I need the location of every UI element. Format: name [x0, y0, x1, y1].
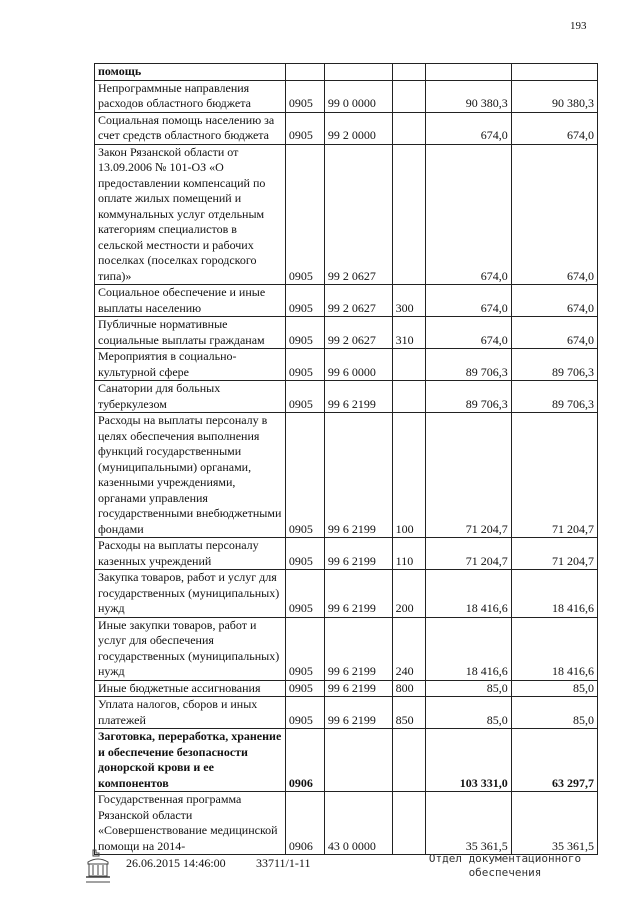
row-section-code: 0905 — [285, 680, 324, 697]
row-target-code: 99 2 0000 — [324, 112, 392, 144]
row-section-code — [285, 64, 324, 81]
row-name: Государственная программа Рязанской области «Совершенствование медицинской помощи на 2014- — [95, 792, 286, 855]
row-amount-2: 674,0 — [511, 285, 597, 317]
row-expense-type — [392, 112, 425, 144]
row-target-code — [324, 64, 392, 81]
table-row — [95, 112, 598, 144]
row-amount-2: 35 361,5 — [511, 792, 597, 855]
row-target-code: 43 0 0000 — [324, 792, 392, 855]
row-name: Иные бюджетные ассигнования — [95, 680, 286, 697]
row-target-code: 99 6 2199 — [324, 381, 392, 413]
row-amount-2: 85,0 — [511, 680, 597, 697]
row-name: Социальная помощь населению за счет средств областного бюджета — [95, 112, 286, 144]
row-amount-1: 18 416,6 — [425, 617, 511, 680]
row-amount-1: 90 380,3 — [425, 80, 511, 112]
row-target-code — [324, 729, 392, 792]
row-amount-2: 89 706,3 — [511, 349, 597, 381]
row-target-code: 99 6 2199 — [324, 617, 392, 680]
row-name: Публичные нормативные социальные выплаты гражданам — [95, 317, 286, 349]
table-row — [95, 80, 598, 112]
footer-department-line1: Отдел документационного — [428, 852, 582, 865]
row-section-code: 0905 — [285, 381, 324, 413]
row-expense-type — [392, 381, 425, 413]
table-row — [95, 413, 598, 538]
table-row — [95, 538, 598, 570]
table-row — [95, 792, 598, 855]
table-row — [95, 64, 598, 81]
row-name: Закупка товаров, работ и услуг для государственных (муниципальных) нужд — [95, 570, 286, 618]
row-amount-2: 674,0 — [511, 317, 597, 349]
row-expense-type: 100 — [392, 413, 425, 538]
table-row — [95, 570, 598, 618]
row-name: Иные закупки товаров, работ и услуг для обеспечения государственных (муниципальных) нужд — [95, 617, 286, 680]
row-expense-type: 800 — [392, 680, 425, 697]
table-row — [95, 729, 598, 792]
table-row — [95, 144, 598, 285]
row-amount-2: 18 416,6 — [511, 570, 597, 618]
row-target-code: 99 6 2199 — [324, 697, 392, 729]
row-name: Мероприятия в социально-культурной сфере — [95, 349, 286, 381]
footer-doc-code: 33711/1-11 — [256, 856, 311, 870]
row-amount-2: 89 706,3 — [511, 381, 597, 413]
row-target-code: 99 2 0627 — [324, 285, 392, 317]
table-row — [95, 381, 598, 413]
row-amount-1: 89 706,3 — [425, 349, 511, 381]
row-amount-1: 674,0 — [425, 144, 511, 285]
row-name: Заготовка, переработка, хранение и обеспечение безопасности донорской крови и ее компонентов — [95, 729, 286, 792]
row-amount-1: 35 361,5 — [425, 792, 511, 855]
budget-table — [94, 63, 598, 855]
row-section-code: 0905 — [285, 80, 324, 112]
row-amount-1 — [425, 64, 511, 81]
row-name: Уплата налогов, сборов и иных платежей — [95, 697, 286, 729]
row-amount-2: 63 297,7 — [511, 729, 597, 792]
row-section-code: 0905 — [285, 697, 324, 729]
footer-datetime: 26.06.2015 14:46:00 — [126, 856, 226, 870]
footer-department-stamp — [420, 852, 590, 880]
row-name: Расходы на выплаты персоналу казенных учреждений — [95, 538, 286, 570]
row-amount-2: 71 204,7 — [511, 413, 597, 538]
row-target-code: 99 6 2199 — [324, 413, 392, 538]
row-expense-type: 850 — [392, 697, 425, 729]
row-amount-2: 71 204,7 — [511, 538, 597, 570]
row-name: Непрограммные направления расходов областного бюджета — [95, 80, 286, 112]
row-amount-1: 18 416,6 — [425, 570, 511, 618]
row-target-code: 99 2 0627 — [324, 144, 392, 285]
table-row — [95, 349, 598, 381]
row-amount-1: 674,0 — [425, 317, 511, 349]
page-number: 193 — [570, 20, 587, 32]
duma-emblem-icon — [84, 848, 112, 886]
row-amount-1: 674,0 — [425, 285, 511, 317]
row-name: Закон Рязанской области от 13.09.2006 № 101-ОЗ «О предоставлении компенсаций по оплате жилых помещений и коммунальных услуг отдельным категориям специалистов в сельской местности и рабочих поселках (поселках городского типа)» — [95, 144, 286, 285]
row-expense-type — [392, 144, 425, 285]
row-expense-type: 110 — [392, 538, 425, 570]
row-name: Санатории для больных туберкулезом — [95, 381, 286, 413]
row-expense-type: 240 — [392, 617, 425, 680]
row-expense-type — [392, 80, 425, 112]
row-amount-1: 89 706,3 — [425, 381, 511, 413]
row-section-code: 0906 — [285, 729, 324, 792]
row-target-code: 99 6 2199 — [324, 538, 392, 570]
row-section-code: 0905 — [285, 349, 324, 381]
table-row — [95, 285, 598, 317]
row-amount-1: 85,0 — [425, 697, 511, 729]
row-amount-2: 674,0 — [511, 112, 597, 144]
row-target-code: 99 0 0000 — [324, 80, 392, 112]
row-target-code: 99 6 2199 — [324, 570, 392, 618]
footer-department-line2: обеспечения — [468, 866, 542, 879]
row-amount-2: 90 380,3 — [511, 80, 597, 112]
row-amount-2 — [511, 64, 597, 81]
row-section-code: 0905 — [285, 285, 324, 317]
row-section-code: 0906 — [285, 792, 324, 855]
row-section-code: 0905 — [285, 144, 324, 285]
row-amount-2: 85,0 — [511, 697, 597, 729]
table-row — [95, 680, 598, 697]
row-section-code: 0905 — [285, 112, 324, 144]
row-section-code: 0905 — [285, 538, 324, 570]
row-amount-1: 71 204,7 — [425, 538, 511, 570]
row-expense-type: 200 — [392, 570, 425, 618]
row-target-code: 99 6 2199 — [324, 680, 392, 697]
row-name: Социальное обеспечение и иные выплаты населению — [95, 285, 286, 317]
row-expense-type — [392, 792, 425, 855]
row-target-code: 99 6 0000 — [324, 349, 392, 381]
row-amount-1: 674,0 — [425, 112, 511, 144]
row-expense-type: 300 — [392, 285, 425, 317]
table-row — [95, 697, 598, 729]
row-amount-2: 18 416,6 — [511, 617, 597, 680]
budget-table-body — [95, 64, 598, 855]
row-target-code: 99 2 0627 — [324, 317, 392, 349]
row-amount-1: 103 331,0 — [425, 729, 511, 792]
row-expense-type: 310 — [392, 317, 425, 349]
table-row — [95, 617, 598, 680]
row-section-code: 0905 — [285, 317, 324, 349]
row-section-code: 0905 — [285, 617, 324, 680]
row-expense-type — [392, 729, 425, 792]
row-name: помощь — [95, 64, 286, 81]
row-amount-2: 674,0 — [511, 144, 597, 285]
row-expense-type — [392, 349, 425, 381]
table-row — [95, 317, 598, 349]
row-amount-1: 85,0 — [425, 680, 511, 697]
row-amount-1: 71 204,7 — [425, 413, 511, 538]
row-section-code: 0905 — [285, 413, 324, 538]
row-name: Расходы на выплаты персоналу в целях обеспечения выполнения функций государственными (муниципальными) органами, казенными учреждениями, органами управления государственными внебюджетными фондами — [95, 413, 286, 538]
row-expense-type — [392, 64, 425, 81]
row-section-code: 0905 — [285, 570, 324, 618]
